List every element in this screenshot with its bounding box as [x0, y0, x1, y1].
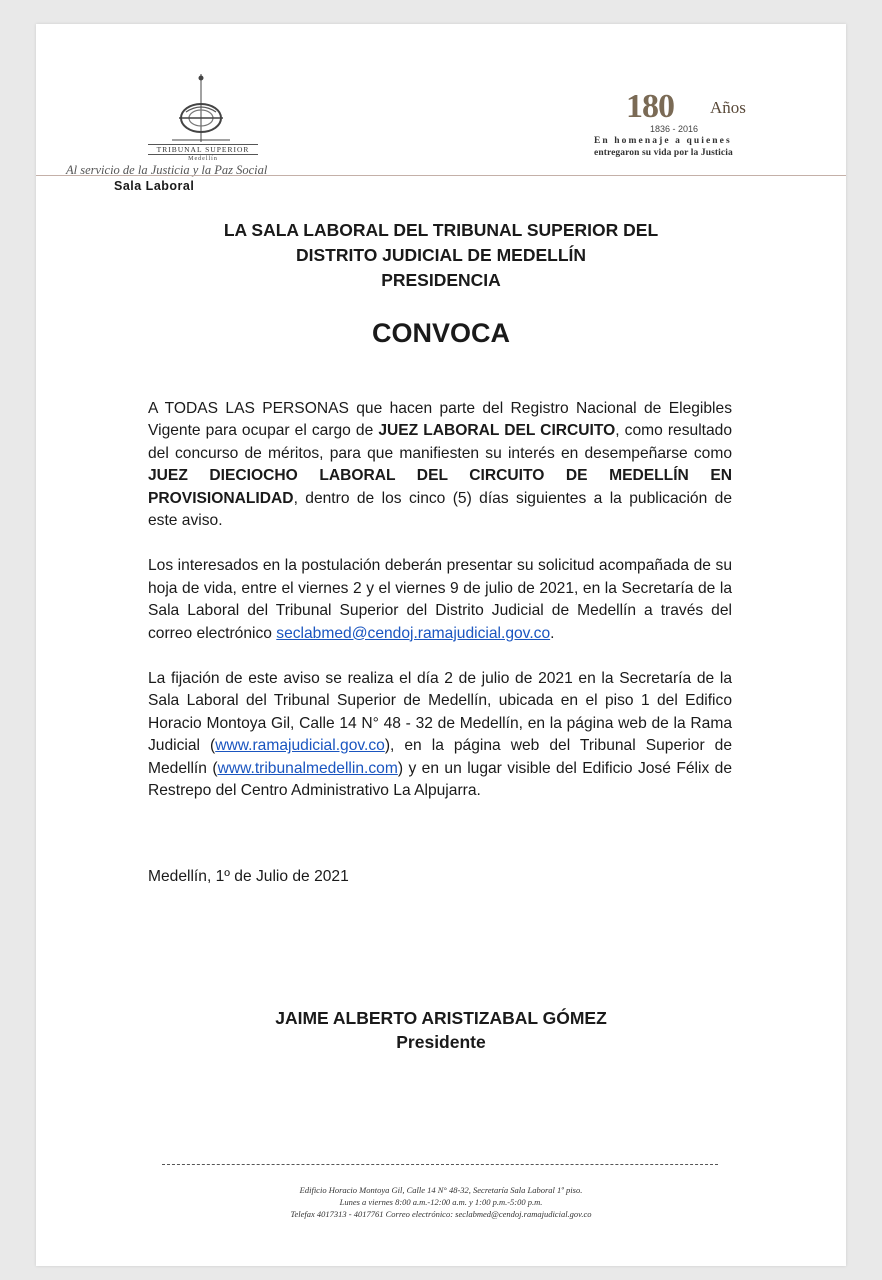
anniversary-logo — [592, 90, 782, 170]
signature-block — [36, 1006, 846, 1054]
title-line3: PRESIDENCIA — [381, 270, 501, 290]
anniversary-tribute-line2: entregaron su vida por la Justicia — [594, 148, 733, 158]
anniversary-tribute-line1: En homenaje a quienes — [594, 136, 732, 146]
footer — [36, 1184, 846, 1220]
paragraph-3: La fijación de este aviso se realiza el día 2 de julio de 2021 en la Secretaría de la Sala Laboral del Tribunal Superior de Medellín, ubicada en el piso 1 del Edifico Horacio Montoya Gil, Calle 14 N° 48 - 32 de Medellín, en la página web de la Rama Judicial (www.ramajudicial.gov.co), en la página web del Tribunal Superior de Medellín (www.tribunalmedellin.com) y en un lugar visible del Edificio José Félix de Restrepo del Centro Administrativo La Alpujarra. — [148, 670, 733, 800]
document-title — [36, 218, 846, 293]
tribunalmedellin-link[interactable]: www.tribunalmedellin.com — [217, 759, 398, 777]
seal-city: Medellín — [188, 156, 218, 162]
ramajudicial-link[interactable]: www.ramajudicial.gov.co — [215, 737, 385, 755]
email-link[interactable]: seclabmed@cendoj.ramajudicial.gov.co — [276, 624, 551, 642]
title-line1: LA SALA LABORAL DEL TRIBUNAL SUPERIOR DEL — [223, 220, 659, 240]
footer-contact: Telefax 4017313 - 4017761 Correo electrónico: seclabmed@cendoj.ramajudicial.gov.co — [290, 1209, 592, 1219]
paragraph-1: A TODAS LAS PERSONAS que hacen parte del Registro Nacional de Elegibles Vigente para ocupar el cargo de JUEZ LABORAL DEL CIRCUITO, como resultado del concurso de méritos, para que manifiesten su interés en desempeñarse como JUEZ DIECIOCHO LABORAL DEL CIRCUITO DE MEDELLÍN EN PROVISIONALIDAD, dentro de los cinco (5) días siguientes a la publicación de este aviso. — [148, 400, 733, 530]
tribunal-logo — [66, 72, 326, 177]
footer-address: Edificio Horacio Montoya Gil, Calle 14 N° 48-32, Secretaría Sala Laboral 1º piso. — [299, 1185, 583, 1195]
anniversary-word: Años — [710, 98, 746, 117]
header-divider — [36, 175, 846, 176]
motto: Al servicio de la Justicia y la Paz Social — [66, 163, 268, 177]
title-line2: DISTRITO JUDICIAL DE MEDELLÍN — [295, 245, 587, 265]
document-page — [36, 24, 846, 1266]
heading: CONVOCA — [371, 318, 510, 348]
seal-name: TRIBUNAL SUPERIOR — [148, 144, 258, 155]
signer-role: Presidente — [396, 1032, 486, 1052]
position-name: JUEZ LABORAL DEL CIRCUITO — [378, 422, 616, 440]
footer-divider — [162, 1164, 718, 1165]
body-text — [148, 398, 732, 826]
paragraph-2: Los interesados en la postulación deberán presentar su solicitud acompañada de su hoja de vida, entre el viernes 2 y el viernes 9 de julio de 2021, en la Secretaría de la Sala Laboral del Tribunal Superior del Distrito Judicial de Medellín a través del correo electrónico seclabmed@cendoj.ramajudicial.gov.co. — [148, 557, 732, 642]
signer-name: JAIME ALBERTO ARISTIZABAL GÓMEZ — [275, 1008, 607, 1028]
section-label: Sala Laboral — [114, 179, 195, 193]
issue-date: Medellín, 1º de Julio de 2021 — [148, 868, 349, 885]
footer-hours: Lunes a viernes 8:00 a.m.-12:00 a.m. y 1:00 p.m.-5:00 p.m. — [339, 1197, 543, 1207]
position-title: JUEZ DIECIOCHO LABORAL DEL CIRCUITO DE MEDELLÍN EN PROVISIONALIDAD — [148, 467, 732, 507]
anniversary-number: 180 — [626, 88, 674, 125]
anniversary-years: 1836 - 2016 — [650, 124, 699, 134]
justice-seal-icon — [146, 72, 256, 144]
